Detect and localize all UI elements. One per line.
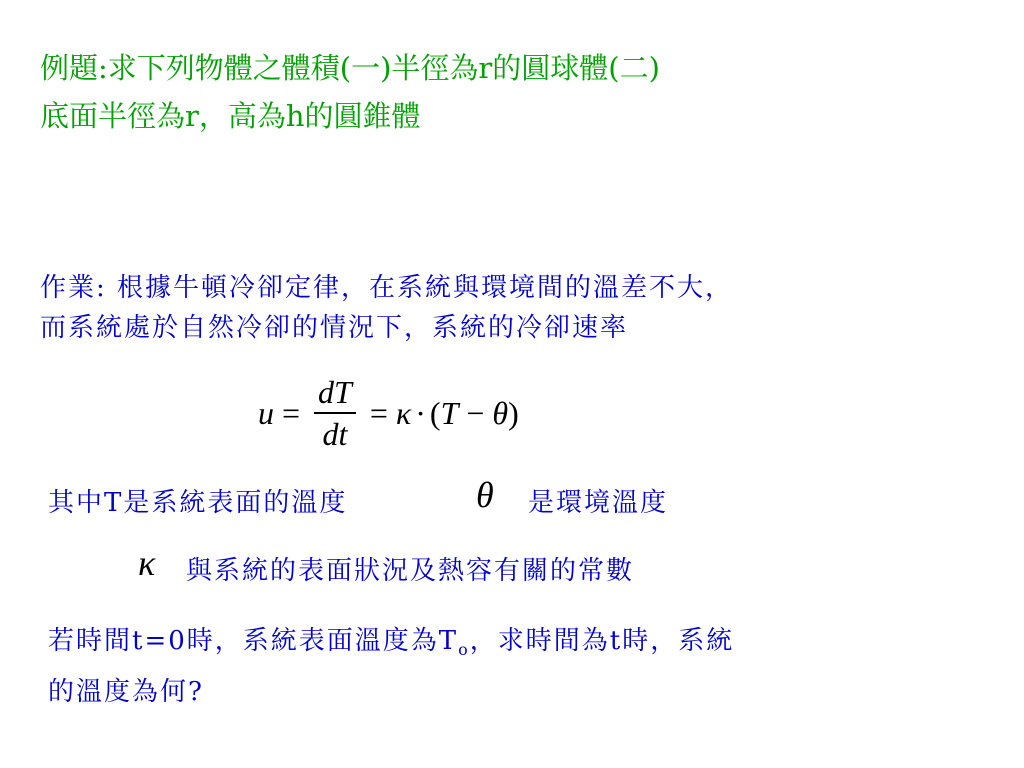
example-line-2: 底面半徑為r，高為h的圓錐體 (40, 99, 421, 133)
kappa-symbol: κ (138, 543, 156, 583)
homework-line-1: 作業: 根據牛頓冷卻定律，在系統與環境間的溫差不大， (40, 273, 734, 303)
question-line-1-a: 若時間t=0時，系統表面溫度為T (48, 626, 459, 656)
homework-statement (40, 268, 733, 348)
formula-close-paren: ) (508, 394, 519, 431)
question-line-1 (48, 620, 734, 671)
formula-denominator: dt (322, 416, 348, 452)
cooling-rate-formula (258, 368, 519, 458)
question (48, 620, 734, 713)
definition-theta: 是環境溫度 (528, 488, 669, 518)
formula-theta: θ (492, 394, 509, 431)
homework-line-2: 而系統處於自然冷卻的情況下，系統的冷卻速率 (40, 313, 629, 343)
formula-open-paren: ( (429, 394, 441, 431)
formula-fraction (314, 372, 356, 454)
example-line-1: 例題:求下列物體之體積(一)半徑為r的圓球體(二) (40, 51, 660, 85)
question-line-1-b: ，求時間為t時，系統 (469, 626, 735, 656)
formula-numerator: dT (318, 374, 352, 410)
theta-symbol: θ (476, 475, 494, 515)
example-problem (40, 44, 660, 140)
formula-minus: − (466, 394, 485, 431)
formula-dot: · (415, 394, 426, 431)
formula-T: T (440, 394, 459, 431)
definition-T: 其中T是系統表面的溫度 (48, 488, 348, 518)
question-subscript: o (458, 640, 470, 660)
formula-equals-1: = (282, 394, 301, 431)
definition-kappa: 與系統的表面狀況及熱容有關的常數 (186, 556, 635, 586)
formula-kappa: κ (395, 394, 412, 431)
question-line-2: 的溫度為何? (48, 677, 204, 708)
formula-lhs: u (258, 394, 274, 431)
formula-equals-2: = (369, 394, 388, 431)
